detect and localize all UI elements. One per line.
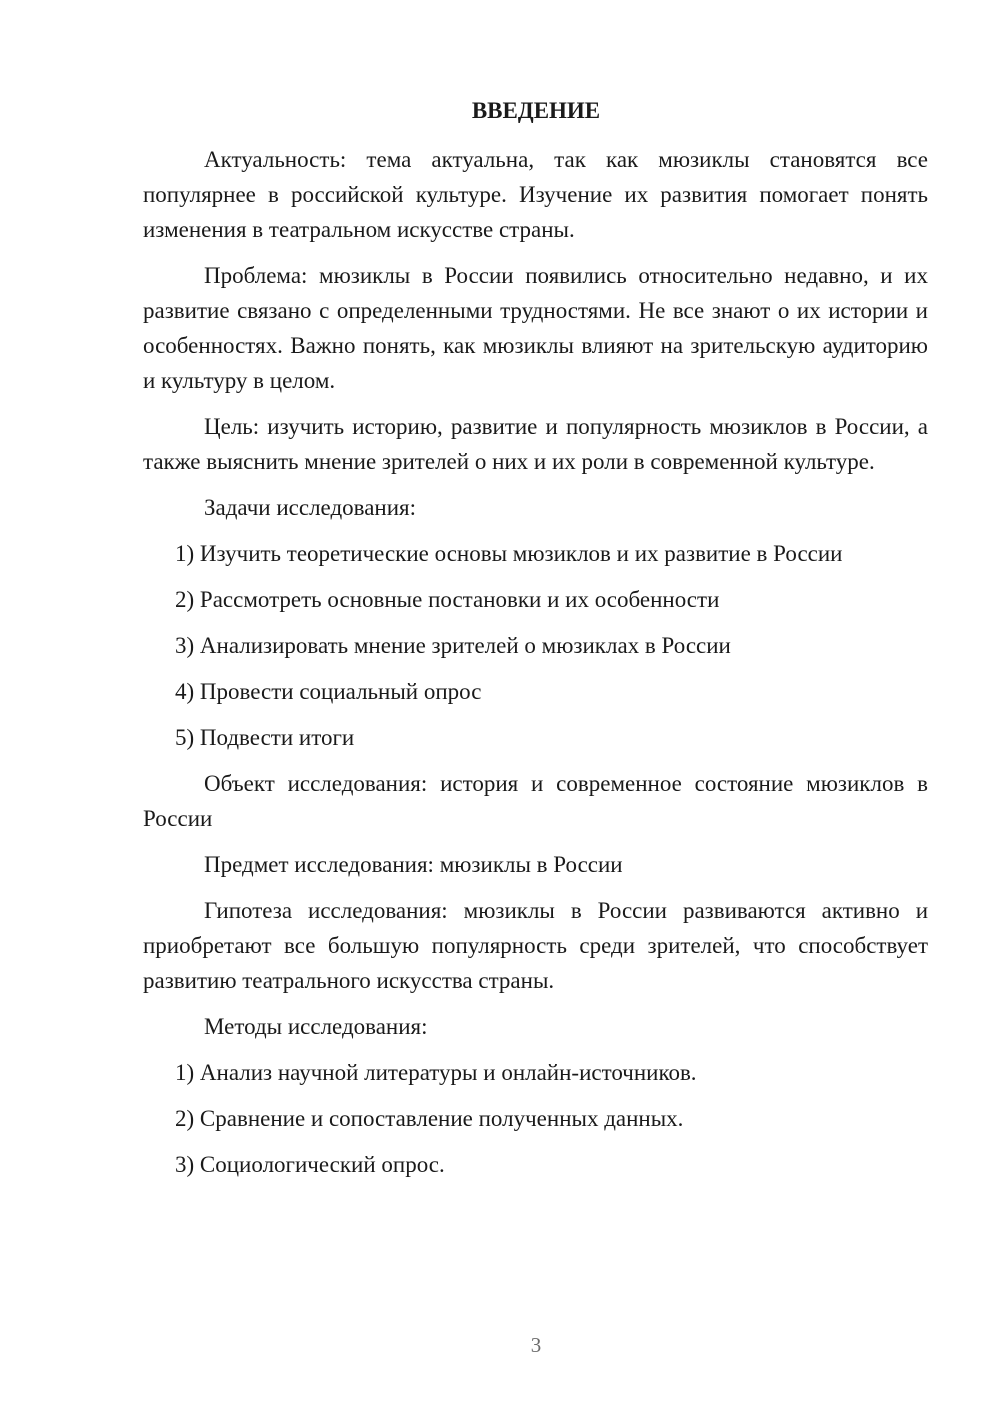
list-item: 3) Социологический опрос. (175, 1152, 445, 1177)
goal-paragraph: Цель: изучить историю, развитие и популярность мюзиклов в России, а также выяснить мнение зрителей о них и их роли в современной культуре. (143, 414, 928, 474)
list-item: 5) Подвести итоги (175, 725, 355, 750)
methods-list (143, 1055, 928, 1182)
list-item: 2) Рассмотреть основные постановки и их особенности (175, 587, 720, 612)
list-item: 2) Сравнение и сопоставление полученных данных. (175, 1106, 684, 1131)
hypothesis-paragraph: Гипотеза исследования: мюзиклы в России развиваются активно и приобретают все большую популярность среди зрителей, что способствует развитию театрального искусства страны. (143, 898, 928, 993)
relevance-paragraph: Актуальность: тема актуальна, так как мюзиклы становятся все популярнее в российской культуре. Изучение их развития помогает понять изменения в театральном искусстве страны. (143, 147, 928, 242)
document-body (143, 142, 928, 1193)
tasks-list (143, 536, 928, 755)
object-paragraph: Объект исследования: история и современное состояние мюзиклов в России (143, 771, 928, 831)
list-item: 3) Анализировать мнение зрителей о мюзиклах в России (175, 633, 731, 658)
subject-paragraph: Предмет исследования: мюзиклы в России (204, 852, 623, 877)
list-item: 1) Анализ научной литературы и онлайн-источников. (175, 1060, 697, 1085)
tasks-label: Задачи исследования: (204, 495, 417, 520)
methods-label: Методы исследования: (204, 1014, 428, 1039)
list-item: 4) Провести социальный опрос (175, 679, 482, 704)
list-item: 1) Изучить теоретические основы мюзиклов и их развитие в России (175, 541, 843, 566)
problem-paragraph: Проблема: мюзиклы в России появились относительно недавно, и их развитие связано с определенными трудностями. Не все знают о их истории и особенностях. Важно понять, как мюзиклы влияют на зрительскую аудиторию и культуру в целом. (143, 263, 928, 393)
page-number: 3 (530, 1333, 542, 1357)
section-heading: ВВЕДЕНИЕ (471, 98, 601, 123)
